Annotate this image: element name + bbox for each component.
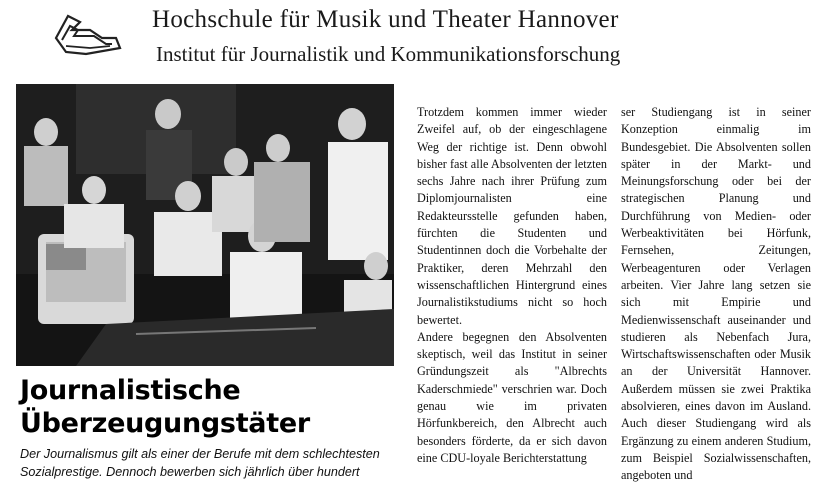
column-3-paragraph-1: ser Studiengang ist in seiner Konzeption einmalig im Bundesgebiet. Die Absolventen sollen später in der Markt- und Meinungsforschung oder bei der strategischen Planung und Durchführung von Medien- oder Werbeaktivitäten bei Hörfunk, Fernsehen, Zeitungen, Werbeagenturen oder Verlagen arbeiten. Vier Jahre lang setzen sie sich mit Empirie und Medienwissenschaft auseinander und studieren als Nebenfach Jura, Wirtschaftswissenschaften oder Musik an der Universität Hannover. Außerdem müssen sie zwei Praktika absolvieren, eines davon im Ausland. Auch dieser Studiengang wird als Ergänzung zu einem anderen Studium, zum Beispiel Sozialwissenschaften, angeboten und [621,105,811,483]
headline-line-1: Journalistische [20,375,241,406]
lead-line-1: Der Journalismus gilt als einer der Berufe mit dem schlechtesten [20,447,380,461]
article-headline [20,374,410,440]
column-2-paragraph-1: Trotzdem kommen immer wieder Zweifel auf, ob der eingeschlagene Weg der richtige ist. Denn obwohl bisher fast alle Absolventen der letzten sechs Jahre nach ihrer Prüfung zum Diplomjournalisten eine Redakteursstelle gefunden haben, fürchten die Studenten und Studentinnen doch die Vorbehalte der Praktiker, deren Mehrzahl den wissenschaftlichen Hintergrund eines Journalistikstudiums nicht so hoch bewertet. [417,105,607,327]
lead-line-2: Sozialprestige. Dennoch bewerben sich jährlich über hundert [20,465,360,479]
article-column-2 [417,104,607,467]
headline-line-2: Überzeugungstäter [20,408,310,439]
group-photo [16,84,394,366]
page-subtitle: Institut für Journalistik und Kommunikationsforschung [156,42,621,66]
article-lead [20,445,415,481]
institution-logo-icon [46,8,126,60]
article-column-3 [621,104,811,485]
group-photo-icon [16,84,394,366]
column-2-paragraph-2: Andere begegnen den Absolventen skeptisch, weil das Institut in seiner Gründungszeit als "Albrechts Kaderschmiede" verschrien war. Doch genau wie im privaten Hörfunkbereich, den Albrecht auch besonders förderte, da er sich davon eine CDU-loyale Berichterstattung [417,329,607,465]
page-title: Hochschule für Musik und Theater Hannover [152,6,619,33]
